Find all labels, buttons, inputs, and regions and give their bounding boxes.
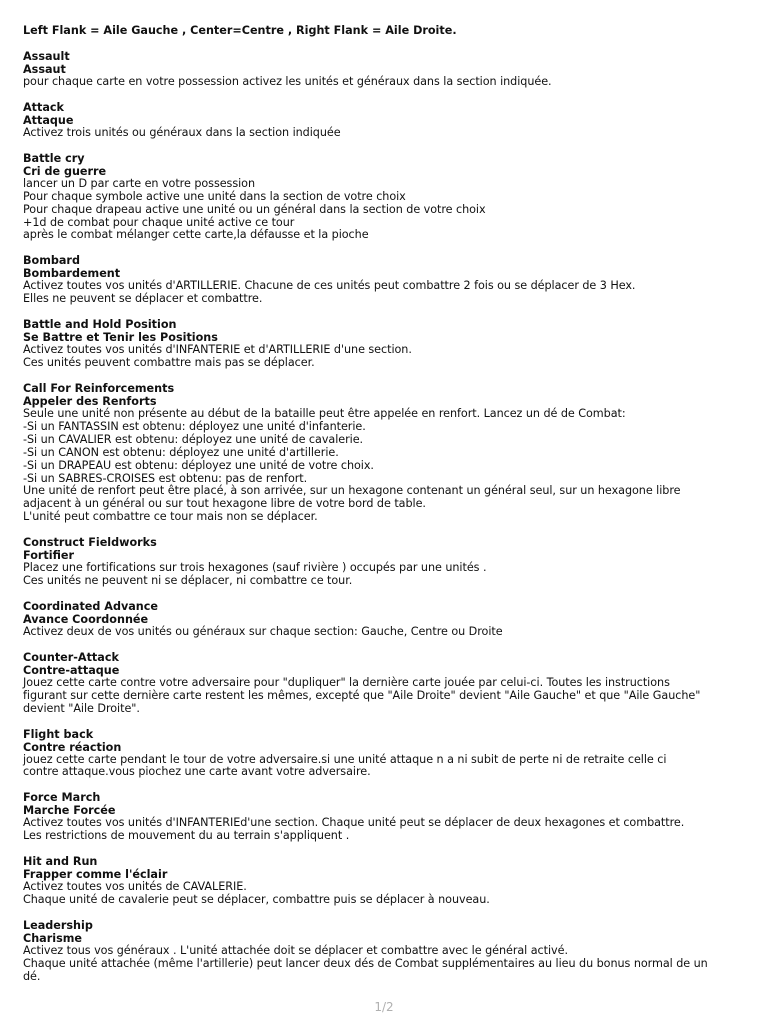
card-title-french: Se Battre et Tenir les Positions — [23, 331, 218, 345]
card-entry — [23, 152, 745, 243]
card-description-line: Activez trois unités ou généraux dans la section indiquée — [23, 125, 341, 139]
card-title-french: Contre-attaque — [23, 663, 120, 677]
card-description-line: Activez toutes vos unités d'INFANTERIEd'une section. Chaque unité peut se déplacer de deux hexagones et combattre. — [23, 816, 685, 830]
card-description-line: Elles ne peuvent se déplacer et combattre. — [23, 292, 263, 306]
card-entry — [23, 600, 745, 639]
page-number: 1/2 — [374, 1000, 394, 1014]
document-page — [23, 24, 745, 996]
card-title-french: Charisme — [23, 932, 82, 945]
card-description-line: Placez une fortifications sur trois hexagones (sauf rivière ) occupés par une unités . — [23, 561, 487, 575]
card-title-french: Attaque — [23, 113, 74, 127]
card-description-line: Ces unités ne peuvent ni se déplacer, ni combattre ce tour. — [23, 574, 353, 588]
card-title-french: Contre réaction — [23, 740, 122, 754]
card-description-line: Activez toutes vos unités d'INFANTERIE et d'ARTILLERIE d'une section. — [23, 343, 412, 357]
card-description-line: Activez tous vos généraux . L'unité attachée doit se déplacer et combattre avec le général activé. — [23, 944, 568, 957]
card-description-line: Pour chaque symbole active une unité dans la section de votre choix — [23, 189, 406, 203]
card-title-english: Construct Fieldworks — [23, 536, 157, 550]
card-description-line: contre attaque.vous piochez une carte avant votre adversaire. — [23, 765, 371, 779]
card-description-line: Chaque unité de cavalerie peut se déplacer, combattre puis se déplacer à nouveau. — [23, 893, 490, 907]
card-entry — [23, 855, 745, 907]
card-description-line: Une unité de renfort peut être placé, à son arrivée, sur un hexagone contenant un général seul, sur un hexagone libre — [23, 484, 681, 498]
card-title-french: Frapper comme l'éclair — [23, 868, 168, 882]
card-entry — [23, 254, 745, 306]
card-description-line: dé. — [23, 969, 41, 983]
card-title-english: Bombard — [23, 254, 80, 268]
card-description-line: Ces unités peuvent combattre mais pas se déplacer. — [23, 356, 315, 370]
card-description-line: Les restrictions de mouvement du au terrain s'appliquent . — [23, 829, 350, 843]
card-description-line: Pour chaque drapeau active une unité ou un général dans la section de votre choix — [23, 202, 486, 216]
card-description-line: Jouez cette carte contre votre adversaire pour "dupliquer" la dernière carte jouée par celui-ci. Toutes les instructions — [23, 675, 670, 689]
card-title-english: Call For Reinforcements — [23, 381, 175, 395]
card-description-line: -Si un CANON est obtenu: déployez une unité d'artillerie. — [23, 445, 339, 459]
card-title-english: Counter-Attack — [23, 650, 119, 664]
card-description-line: -Si un CAVALIER est obtenu: déployez une unité de cavalerie. — [23, 432, 364, 446]
card-title-english: Battle cry — [23, 151, 85, 165]
card-description-line: après le combat mélanger cette carte,la défausse et la pioche — [23, 228, 369, 242]
card-description-line: Activez toutes vos unités d'ARTILLERIE. Chacune de ces unités peut combattre 2 fois ou se déplacer de 3 Hex. — [23, 279, 636, 293]
card-title-french: Fortifier — [23, 549, 74, 563]
card-entry — [23, 50, 745, 89]
card-entry — [23, 382, 745, 524]
card-title-english: Attack — [23, 100, 64, 114]
card-title-french: Bombardement — [23, 267, 121, 281]
card-description-line: L'unité peut combattre ce tour mais non se déplacer. — [23, 510, 318, 524]
card-description-line: jouez cette carte pendant le tour de votre adversaire.si une unité attaque n a ni subit de perte ni de retraite celle ci — [23, 752, 667, 766]
card-description-line: Activez deux de vos unités ou généraux sur chaque section: Gauche, Centre ou Droite — [23, 624, 503, 638]
card-description-line: -Si un FANTASSIN est obtenu: déployez une unité d'infanterie. — [23, 419, 366, 433]
card-description-line: -Si un SABRES-CROISES est obtenu: pas de renfort. — [23, 471, 308, 485]
card-title-english: Coordinated Advance — [23, 599, 158, 613]
card-description-line: Chaque unité attachée (même l'artillerie) peut lancer deux dés de Combat supplémentaires au lieu du bonus normal de un — [23, 956, 708, 970]
card-title-english: Force March — [23, 791, 101, 805]
card-description-line: Seule une unité non présente au début de la bataille peut être appelée en renfort. Lancez un dé de Combat: — [23, 406, 626, 420]
card-title-english: Assault — [23, 50, 70, 63]
card-description-line: devient "Aile Droite". — [23, 701, 140, 715]
card-title-english: Flight back — [23, 727, 94, 741]
card-description-line: Activez toutes vos unités de CAVALERIE. — [23, 880, 247, 894]
card-entry — [23, 318, 745, 370]
card-description-line: adjacent à un général ou sur tout hexagone libre de votre bord de table. — [23, 497, 426, 511]
card-description-line: +1d de combat pour chaque unité active ce tour — [23, 215, 295, 229]
card-title-french: Marche Forcée — [23, 804, 116, 818]
card-title-french: Appeler des Renforts — [23, 394, 157, 408]
card-description-line: -Si un DRAPEAU est obtenu: déployez une unité de votre choix. — [23, 458, 374, 472]
card-description-line: pour chaque carte en votre possession activez les unités et généraux dans la section indiquée. — [23, 75, 552, 88]
card-entry — [23, 101, 745, 140]
card-entry — [23, 791, 745, 843]
card-entries-list — [23, 50, 745, 984]
card-title-english: Hit and Run — [23, 855, 98, 869]
card-description-line: lancer un D par carte en votre possession — [23, 176, 256, 190]
card-title-english: Leadership — [23, 919, 93, 932]
card-entry — [23, 536, 745, 588]
flank-legend: Left Flank = Aile Gauche , Center=Centre , Right Flank = Aile Droite. — [23, 24, 457, 37]
card-entry — [23, 651, 745, 716]
card-entry — [23, 728, 745, 780]
card-entry — [23, 919, 745, 984]
card-title-french: Avance Coordonnée — [23, 612, 149, 626]
card-title-french: Cri de guerre — [23, 164, 107, 178]
card-title-english: Battle and Hold Position — [23, 318, 177, 332]
card-description-line: figurant sur cette dernière carte restent les mêmes, excepté que "Aile Droite" devient "Aile Gauche" et que "Aile Gauche" — [23, 688, 701, 702]
card-title-french: Assaut — [23, 63, 66, 76]
